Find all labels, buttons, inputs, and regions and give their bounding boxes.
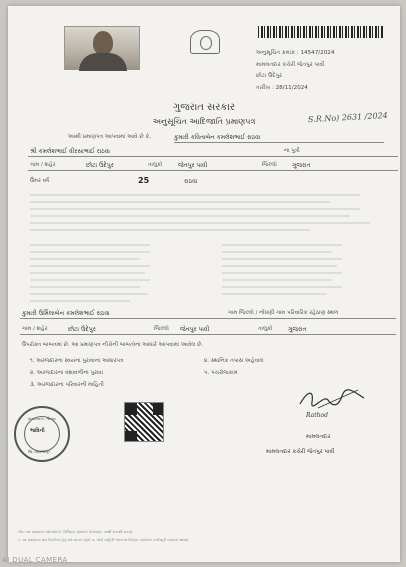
state-emblem-icon xyxy=(190,30,220,54)
list-right-2 xyxy=(222,251,332,253)
list-right-4 xyxy=(222,265,337,267)
list-left-1 xyxy=(30,244,150,246)
date-label: તારીખ : xyxy=(256,84,274,91)
village-value: છોટા ઉદેપુર xyxy=(86,162,114,169)
relation-label: ના પુત્રી xyxy=(284,148,300,154)
res-district-label: તાલુકો xyxy=(258,326,273,332)
certify-text: આથી પ્રમાણપત્ર આપવામાં આવે છે કે, xyxy=(68,134,151,140)
seal-line-1: મામલતદાર, જેતપુર xyxy=(28,417,57,421)
list-right-3 xyxy=(222,258,342,260)
barcode xyxy=(258,26,384,38)
note-item-3: ૩. અરજદારના પરિવારની માહિતી xyxy=(30,382,104,388)
handwritten-serial: S.R.No) 2631 /2024 xyxy=(307,110,388,125)
seal-line-2: ભાવિની xyxy=(30,428,45,434)
seal-line-3: જિ. છોટાઉદેપુર xyxy=(28,450,51,454)
address-underline xyxy=(28,170,398,171)
applicant-photo xyxy=(64,26,140,70)
footer-notes xyxy=(18,528,398,544)
resident-underline xyxy=(20,318,396,319)
government-title: ગુજરાત સરકાર xyxy=(172,102,236,113)
village-label: ગામ / શહેર xyxy=(30,162,56,168)
certificate-paper xyxy=(8,6,400,562)
taluka-label: તાલુકો xyxy=(148,162,163,168)
list-left-3 xyxy=(30,258,140,260)
note-item-5: ૫. પંચરોજકામ xyxy=(204,370,238,376)
footer-line-2: ૧. આ પ્રમાણપત્ર માત્ર ઉપરોક્ત હેતુ માટે માન્ય રહેશે. ૨. ખોટી માહિતી આપનાર વિરુદ્ધ કાયદેસર કાર્યવાહી કરવામાં આવશે. xyxy=(18,538,190,542)
res-village-label: ગામ / શહેર xyxy=(22,326,48,332)
list-left-6 xyxy=(30,279,150,281)
photo-shoulders xyxy=(79,53,127,71)
faint-text-6 xyxy=(30,229,310,231)
name-underline xyxy=(174,142,384,143)
list-left-7 xyxy=(30,286,140,288)
faint-text-1 xyxy=(30,194,360,196)
applicant-name: કુમારી કવિતાબેન કમલેશભાઈ રાઠવા xyxy=(174,134,261,141)
faint-text-2 xyxy=(30,201,330,203)
list-right-6 xyxy=(222,279,332,281)
list-right-5 xyxy=(222,272,342,274)
notes-header: ઉપરોક્ત બાબતમાં છે. આ પ્રમાણપત્ર નીચેની બાબતોના આધારે આપવામાં આવેલ છે. xyxy=(22,342,204,348)
office-line-1: મામલતદાર કચેરી જેતપુર પાવી xyxy=(256,61,325,68)
note-item-1: ૧. અરજદારના સ્વયંના પુરાવાના આધારપત્ર xyxy=(30,358,124,364)
father-underline xyxy=(28,156,398,157)
signature-scribble xyxy=(298,386,368,412)
age-label: ઉંમર વર્ષ xyxy=(30,178,50,184)
res-district-value: ગુજરાત xyxy=(288,326,307,333)
date-value: 28/11/2024 xyxy=(275,84,308,91)
signature-title xyxy=(266,434,334,456)
res-village-value: છોટા ઉદેપુર xyxy=(68,326,96,333)
res-underline xyxy=(20,334,396,335)
official-seal xyxy=(14,406,70,462)
list-right-8 xyxy=(222,293,327,295)
qr-code xyxy=(124,402,164,442)
list-left-4 xyxy=(30,265,150,267)
photo-head xyxy=(93,31,113,55)
faint-text-4 xyxy=(30,215,350,217)
caste-value: રાઠવા xyxy=(184,178,198,185)
list-right-1 xyxy=(222,244,342,246)
footer-line-1: નોંધ: આ પ્રમાણપત્ર ઓનલાઈન 'ડિજિટલ ગુજરાત' વેબસાઈટ પરથી ચકાસી શકાશે. xyxy=(18,530,134,534)
taluka-value: જેતપુર પાવી xyxy=(178,162,208,169)
list-left-2 xyxy=(30,251,150,253)
age-value: 25 xyxy=(138,176,150,185)
note-item-2: ૨. અરજદારના વંશાવળીના પુરાવા xyxy=(30,370,104,376)
resident-relation: ગામ જિલ્લો / નોંધણી ગામ પરિવારિક રહેઠાણ સ્થળ xyxy=(228,310,339,316)
resident-name: કુમારી ઉર્મિલાબેન કમલેશભાઈ રાઠવા xyxy=(22,310,110,317)
list-left-8 xyxy=(30,293,148,295)
list-left-9 xyxy=(30,300,130,302)
certificate-title: અનુસૂચિત આદિજાતિ પ્રમાણપત્ર xyxy=(152,117,256,126)
faint-text-5 xyxy=(30,222,370,224)
note-item-4: ૪. સ્થાનિક તપાસ અહેવાલ xyxy=(204,358,264,364)
office-line-2: છોટા ઉદેપુર xyxy=(256,73,283,79)
faint-text-3 xyxy=(30,208,360,210)
signature-title-2: મામલતદાર કચેરી જેતપુર પાવી xyxy=(266,449,335,455)
list-left-5 xyxy=(30,272,145,274)
district-label: જિલ્લો xyxy=(262,162,277,168)
father-name: શ્રી કમલેશભાઈ વીરસાભાઈ રાઠવા xyxy=(30,148,110,155)
serial-row xyxy=(256,48,334,60)
signature-text: Rathod xyxy=(306,412,328,419)
res-taluka-label: જિલ્લો xyxy=(154,326,169,332)
list-right-7 xyxy=(222,286,342,288)
header-meta xyxy=(256,48,334,94)
serial-label: અનુસૂચિત ક્રમાંક : xyxy=(256,50,299,56)
date-row xyxy=(256,83,334,95)
seal-inner-ring xyxy=(24,416,60,452)
res-taluka-value: જેતપુર પાવી xyxy=(180,326,210,333)
signature-title-1: મામલતદાર xyxy=(306,434,331,440)
serial-number: 14547/2024 xyxy=(300,50,335,56)
camera-watermark: AI DUAL CAMERA xyxy=(2,556,68,564)
district-value: ગુજરાત xyxy=(292,162,311,169)
